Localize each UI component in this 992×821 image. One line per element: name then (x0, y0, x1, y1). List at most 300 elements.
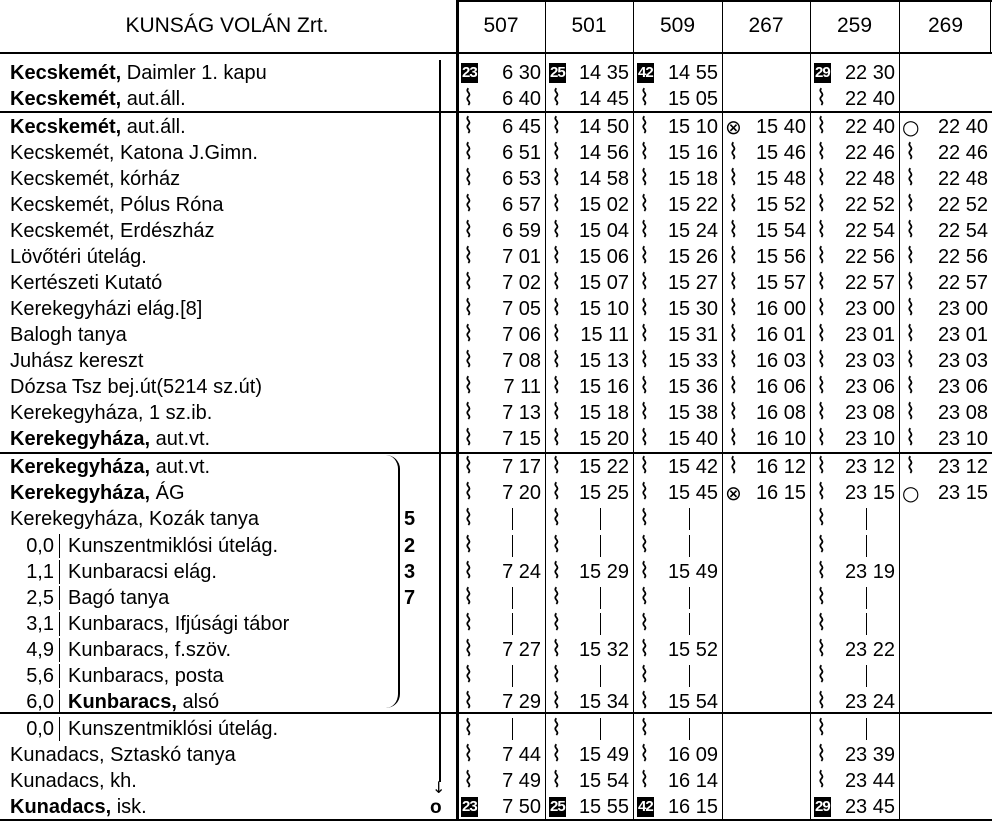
departure-time: 14 35 (578, 62, 629, 84)
side-number: 5 (404, 508, 416, 530)
wiggle-icon: ⌇ (905, 296, 916, 321)
wiggle-icon: ⌇ (463, 559, 474, 584)
departure-time: 23 10 (844, 428, 895, 450)
wiggle-icon: ⌇ (551, 296, 562, 321)
stop-name-text: Juhász kereszt (10, 350, 144, 372)
route-badge: 23 (462, 798, 477, 815)
departure-time: 7 05 (502, 298, 541, 320)
wiggle-icon: ⌇ (639, 454, 650, 479)
pass-line (512, 535, 513, 557)
wiggle-icon: ⌇ (639, 140, 650, 165)
stop-name (10, 506, 259, 532)
company-name: KUNSÁG VOLÁN Zrt. (125, 14, 329, 37)
departure-time: 23 19 (844, 561, 895, 583)
departure-time: 6 40 (502, 88, 541, 110)
stop-name-text: Lövőtéri útelág. (10, 246, 147, 268)
wiggle-icon: ⌇ (551, 348, 562, 373)
departure-time: 15 31 (667, 324, 718, 346)
wiggle-icon: ⌇ (639, 742, 650, 767)
departure-time: 15 55 (578, 796, 629, 818)
wiggle-icon: ⌇ (816, 374, 827, 399)
stop-name-text: Kecskemét, Katona J.Gimn. (10, 142, 258, 164)
wiggle-icon: ⌇ (463, 374, 474, 399)
wiggle-icon: ⌇ (551, 166, 562, 191)
wiggle-icon: ⌇ (905, 454, 916, 479)
departure-time: 15 16 (667, 142, 718, 164)
wiggle-icon: ⌇ (463, 689, 474, 714)
departure-time: 22 30 (844, 62, 895, 84)
departure-time: 16 08 (755, 402, 806, 424)
wiggle-icon: ⌇ (551, 270, 562, 295)
wiggle-icon: ⌇ (463, 400, 474, 425)
wiggle-icon: ⌇ (639, 506, 650, 531)
stop-name (68, 585, 169, 611)
column-divider (545, 0, 546, 821)
wiggle-icon: ⌇ (816, 140, 827, 165)
wiggle-icon: ⌇ (463, 296, 474, 321)
departure-time: 15 10 (578, 298, 629, 320)
route-509: 509 (659, 14, 696, 37)
stop-name-text: aut.áll. (121, 88, 186, 110)
stop-name (10, 742, 236, 768)
pass-line (866, 587, 867, 609)
wiggle-icon: ⌇ (551, 506, 562, 531)
wiggle-icon: ⌇ (639, 218, 650, 243)
departure-time: 15 40 (755, 116, 806, 138)
wiggle-icon: ⌇ (463, 426, 474, 451)
wiggle-icon: ⌇ (551, 140, 562, 165)
wiggle-icon: ⌇ (551, 244, 562, 269)
departure-time: 15 07 (578, 272, 629, 294)
wiggle-icon: ⌇ (463, 166, 474, 191)
departure-time: 6 30 (502, 62, 541, 84)
departure-time: 14 58 (578, 168, 629, 190)
departure-time: 23 01 (937, 324, 988, 346)
wiggle-icon: ⌇ (551, 716, 562, 741)
route-badge: 25 (550, 798, 565, 815)
km-separator (59, 612, 60, 636)
stop-name (10, 348, 143, 374)
wiggle-icon: ⌇ (816, 192, 827, 217)
wiggle-icon: ⌇ (905, 322, 916, 347)
km-value: 6,0 (26, 691, 54, 713)
km-separator (59, 586, 60, 610)
wiggle-icon: ⌇ (463, 480, 474, 505)
departure-time: 15 54 (755, 220, 806, 242)
wiggle-icon: ⌇ (905, 348, 916, 373)
wiggle-icon: ⌇ (639, 768, 650, 793)
route-501: 501 (571, 14, 607, 37)
departure-time: 15 18 (667, 168, 718, 190)
wiggle-icon: ⌇ (728, 374, 739, 399)
column-divider (633, 0, 634, 821)
stop-name-text: Kunbaracs, Ifjúsági tábor (68, 613, 290, 635)
wiggle-icon: ⌇ (639, 663, 650, 688)
direction-arrow (439, 60, 441, 782)
departure-time: 14 45 (578, 88, 629, 110)
departure-time: 22 52 (937, 194, 988, 216)
wiggle-icon: ⌇ (905, 400, 916, 425)
departure-time: 15 24 (667, 220, 718, 242)
departure-time: 15 25 (578, 482, 629, 504)
departure-time: 23 22 (844, 639, 895, 661)
departure-time: 7 06 (502, 324, 541, 346)
column-divider (456, 0, 459, 821)
departure-time: 15 02 (578, 194, 629, 216)
departure-time: 14 55 (667, 62, 718, 84)
circle-icon: ○ (902, 481, 920, 505)
km-value: 0,0 (26, 535, 54, 557)
wiggle-icon: ⌇ (905, 270, 916, 295)
wiggle-icon: ⌇ (639, 585, 650, 610)
stop-name-bold: Kerekegyháza, (10, 456, 151, 478)
departure-time: 16 15 (755, 482, 806, 504)
departure-time: 15 27 (667, 272, 718, 294)
wiggle-icon: ⌇ (639, 637, 650, 662)
km-separator (59, 717, 60, 741)
pass-line (600, 535, 601, 557)
wiggle-icon: ⌇ (463, 86, 474, 111)
pass-line (689, 535, 690, 557)
wiggle-icon: ⌇ (816, 663, 827, 688)
departure-time: 14 56 (578, 142, 629, 164)
stop-name (10, 86, 186, 112)
wiggle-icon: ⌇ (816, 166, 827, 191)
stop-name-text: Kunbaracsi elág. (68, 561, 217, 583)
departure-time: 23 10 (937, 428, 988, 450)
wiggle-icon: ⌇ (463, 585, 474, 610)
departure-time: 22 54 (844, 220, 895, 242)
stop-name-bold: Kunbaracs, (68, 691, 177, 713)
wiggle-icon: ⌇ (905, 374, 916, 399)
wiggle-icon: ⌇ (551, 689, 562, 714)
wiggle-icon: ⌇ (816, 637, 827, 662)
wiggle-icon: ⌇ (463, 716, 474, 741)
departure-time: 7 01 (502, 246, 541, 268)
km-separator (59, 690, 60, 714)
wiggle-icon: ⌇ (816, 742, 827, 767)
stop-name-text: Kerekegyháza, Kozák tanya (10, 508, 260, 530)
departure-time: 15 42 (667, 456, 718, 478)
stop-name (68, 663, 224, 689)
departure-time: 15 22 (578, 456, 629, 478)
departure-time: 7 02 (502, 272, 541, 294)
stop-name-text: Kecskemét, kórház (10, 168, 181, 190)
km-separator (59, 560, 60, 584)
wiggle-icon: ⌇ (816, 716, 827, 741)
route-badge: 25 (550, 64, 565, 81)
pass-line (689, 665, 690, 687)
wiggle-icon: ⌇ (905, 140, 916, 165)
wiggle-icon: ⌇ (463, 506, 474, 531)
wiggle-icon: ⌇ (551, 585, 562, 610)
end-marker: o (430, 797, 442, 818)
wiggle-icon: ⌇ (463, 192, 474, 217)
departure-time: 16 09 (667, 744, 718, 766)
wiggle-icon: ⌇ (728, 348, 739, 373)
stop-name (68, 689, 219, 715)
pass-line (689, 508, 690, 530)
wiggle-icon: ⌇ (463, 454, 474, 479)
departure-time: 7 44 (502, 744, 541, 766)
wiggle-icon: ⌇ (816, 689, 827, 714)
wiggle-icon: ⌇ (639, 689, 650, 714)
departure-time: 7 13 (502, 402, 541, 424)
departure-time: 7 49 (502, 770, 541, 792)
wiggle-icon: ⌇ (463, 663, 474, 688)
side-number: 7 (404, 587, 416, 609)
pass-line (689, 587, 690, 609)
wiggle-icon: ⌇ (728, 192, 739, 217)
departure-time: 16 14 (667, 770, 718, 792)
departure-time: 22 40 (844, 88, 895, 110)
pass-line (866, 535, 867, 557)
wiggle-icon: ⌇ (639, 166, 650, 191)
wiggle-icon: ⌇ (728, 322, 739, 347)
wiggle-icon: ⌇ (728, 218, 739, 243)
wiggle-icon: ⌇ (551, 533, 562, 558)
departure-time: 15 46 (755, 142, 806, 164)
departure-time: 15 57 (755, 272, 806, 294)
departure-time: 15 48 (755, 168, 806, 190)
wiggle-icon: ⌇ (728, 166, 739, 191)
departure-time: 7 50 (502, 796, 541, 818)
row-divider (0, 52, 992, 54)
wiggle-icon: ⌇ (816, 218, 827, 243)
wiggle-icon: ⌇ (463, 322, 474, 347)
stop-name-text: Kecskemét, Erdészház (10, 220, 215, 242)
side-number: 3 (404, 561, 416, 583)
wiggle-icon: ⌇ (816, 296, 827, 321)
wiggle-icon: ⌇ (639, 322, 650, 347)
wiggle-icon: ⌇ (728, 426, 739, 451)
stop-name (10, 114, 186, 140)
departure-time: 15 11 (580, 324, 629, 346)
column-divider (810, 0, 811, 821)
wiggle-icon: ⌇ (551, 768, 562, 793)
stop-name-text: Bagó tanya (68, 587, 170, 609)
wiggle-icon: ⌇ (639, 374, 650, 399)
departure-time: 15 20 (578, 428, 629, 450)
stop-name (10, 166, 180, 192)
wiggle-icon: ⌇ (816, 270, 827, 295)
departure-time: 15 22 (667, 194, 718, 216)
wiggle-icon: ⌇ (905, 426, 916, 451)
wiggle-icon: ⌇ (551, 663, 562, 688)
wiggle-icon: ⌇ (816, 322, 827, 347)
stop-name-text: isk. (111, 796, 147, 818)
stop-name-text: Kecskemét, Pólus Róna (10, 194, 224, 216)
pass-line (600, 587, 601, 609)
cross-circle-icon: ⊗ (725, 481, 742, 505)
stop-name (10, 794, 147, 820)
departure-time: 23 12 (844, 456, 895, 478)
wiggle-icon: ⌇ (816, 86, 827, 111)
row-divider (457, 0, 992, 2)
stop-name-bold: Kecskemét, (10, 88, 122, 110)
wiggle-icon: ⌇ (463, 611, 474, 636)
departure-time: 23 08 (937, 402, 988, 424)
departure-time: 6 45 (502, 116, 541, 138)
stop-name-text: aut.vt. (150, 456, 211, 478)
stop-name (68, 637, 231, 663)
stop-name-bold: Kerekegyháza, (10, 428, 151, 450)
departure-time: 23 03 (844, 350, 895, 372)
wiggle-icon: ⌇ (551, 742, 562, 767)
wiggle-icon: ⌇ (551, 611, 562, 636)
stop-name-text: Kertészeti Kutató (10, 272, 163, 294)
circle-icon: ○ (902, 115, 920, 139)
wiggle-icon: ⌇ (639, 348, 650, 373)
wiggle-icon: ⌇ (639, 296, 650, 321)
departure-time: 6 53 (502, 168, 541, 190)
departure-time: 23 15 (844, 482, 895, 504)
departure-time: 6 57 (502, 194, 541, 216)
departure-time: 7 08 (502, 350, 541, 372)
wiggle-icon: ⌇ (463, 140, 474, 165)
stop-name-text: alsó (176, 691, 220, 713)
route-259: 259 (836, 14, 873, 37)
stop-name-text: Kerekegyházi elág.[8] (10, 298, 203, 320)
wiggle-icon: ⌇ (639, 533, 650, 558)
pass-line (689, 613, 690, 635)
departure-time: 15 33 (667, 350, 718, 372)
wiggle-icon: ⌇ (816, 533, 827, 558)
wiggle-icon: ⌇ (639, 270, 650, 295)
departure-time: 7 24 (502, 561, 541, 583)
departure-time: 23 24 (844, 691, 895, 713)
pass-line (600, 613, 601, 635)
cross-circle-icon: ⊗ (725, 115, 742, 139)
stop-name-text: Kunadacs, Sztaskó tanya (10, 744, 236, 766)
departure-time: 23 45 (844, 796, 895, 818)
wiggle-icon: ⌇ (816, 506, 827, 531)
wiggle-icon: ⌇ (728, 400, 739, 425)
pass-line (600, 508, 601, 530)
departure-time: 15 29 (578, 561, 629, 583)
stop-name (68, 611, 289, 637)
departure-time: 16 06 (755, 376, 806, 398)
departure-time: 23 01 (844, 324, 895, 346)
wiggle-icon: ⌇ (639, 192, 650, 217)
wiggle-icon: ⌇ (551, 400, 562, 425)
departure-time: 22 57 (937, 272, 988, 294)
pass-line (866, 613, 867, 635)
departure-time: 22 54 (937, 220, 988, 242)
departure-time: 7 15 (502, 428, 541, 450)
departure-time: 23 06 (844, 376, 895, 398)
stop-name (10, 296, 202, 322)
departure-time: 22 48 (937, 168, 988, 190)
wiggle-icon: ⌇ (551, 480, 562, 505)
wiggle-icon: ⌇ (816, 585, 827, 610)
departure-time: 23 00 (844, 298, 895, 320)
departure-time: 14 50 (578, 116, 629, 138)
wiggle-icon: ⌇ (639, 480, 650, 505)
stop-name (10, 400, 212, 426)
wiggle-icon: ⌇ (463, 270, 474, 295)
arrow-down-icon: ↓ (432, 778, 446, 797)
km-separator (59, 664, 60, 688)
stop-name (10, 768, 137, 794)
column-divider (899, 0, 900, 821)
wiggle-icon: ⌇ (816, 244, 827, 269)
stop-name (68, 533, 278, 559)
wiggle-icon: ⌇ (551, 218, 562, 243)
pass-line (866, 718, 867, 740)
stop-name-text: Daimler 1. kapu (121, 62, 267, 84)
departure-time: 23 12 (937, 456, 988, 478)
departure-time: 6 51 (502, 142, 541, 164)
departure-time: 16 00 (755, 298, 806, 320)
stop-name (10, 374, 262, 400)
stop-name (10, 192, 223, 218)
stop-name-text: Kunadacs, kh. (10, 770, 137, 792)
departure-time: 15 38 (667, 402, 718, 424)
stop-name-text: aut.vt. (150, 428, 211, 450)
departure-time: 15 16 (578, 376, 629, 398)
departure-time: 6 59 (502, 220, 541, 242)
wiggle-icon: ⌇ (551, 192, 562, 217)
departure-time: 23 08 (844, 402, 895, 424)
stop-name-bold: Kerekegyháza, (10, 482, 151, 504)
stop-name-text: Dózsa Tsz bej.út(5214 sz.út) (10, 376, 262, 398)
wiggle-icon: ⌇ (463, 742, 474, 767)
wiggle-icon: ⌇ (639, 426, 650, 451)
departure-time: 7 20 (502, 482, 541, 504)
stop-name (10, 480, 185, 506)
departure-time: 15 04 (578, 220, 629, 242)
stop-name (10, 454, 210, 480)
departure-time: 22 56 (844, 246, 895, 268)
km-value: 5,6 (26, 665, 54, 687)
km-value: 4,9 (26, 639, 54, 661)
departure-time: 15 06 (578, 246, 629, 268)
departure-time: 15 54 (667, 691, 718, 713)
wiggle-icon: ⌇ (463, 244, 474, 269)
wiggle-icon: ⌇ (463, 637, 474, 662)
departure-time: 15 49 (578, 744, 629, 766)
stop-name (10, 60, 267, 86)
stop-name-text: Balogh tanya (10, 324, 127, 346)
wiggle-icon: ⌇ (463, 768, 474, 793)
side-number: 2 (404, 535, 416, 557)
departure-time: 22 57 (844, 272, 895, 294)
departure-time: 7 11 (503, 376, 541, 398)
wiggle-icon: ⌇ (551, 559, 562, 584)
wiggle-icon: ⌇ (463, 533, 474, 558)
stop-name (10, 426, 210, 452)
departure-time: 15 34 (578, 691, 629, 713)
wiggle-icon: ⌇ (639, 611, 650, 636)
wiggle-icon: ⌇ (905, 244, 916, 269)
departure-time: 16 15 (667, 796, 718, 818)
stop-name (68, 716, 278, 742)
wiggle-icon: ⌇ (551, 454, 562, 479)
wiggle-icon: ⌇ (816, 559, 827, 584)
wiggle-icon: ⌇ (463, 348, 474, 373)
departure-time: 23 39 (844, 744, 895, 766)
pass-line (866, 508, 867, 530)
departure-time: 15 40 (667, 428, 718, 450)
wiggle-icon: ⌇ (551, 374, 562, 399)
wiggle-icon: ⌇ (639, 244, 650, 269)
column-divider (722, 0, 723, 821)
wiggle-icon: ⌇ (639, 400, 650, 425)
departure-time: 15 32 (578, 639, 629, 661)
departure-time: 15 52 (755, 194, 806, 216)
wiggle-icon: ⌇ (816, 454, 827, 479)
